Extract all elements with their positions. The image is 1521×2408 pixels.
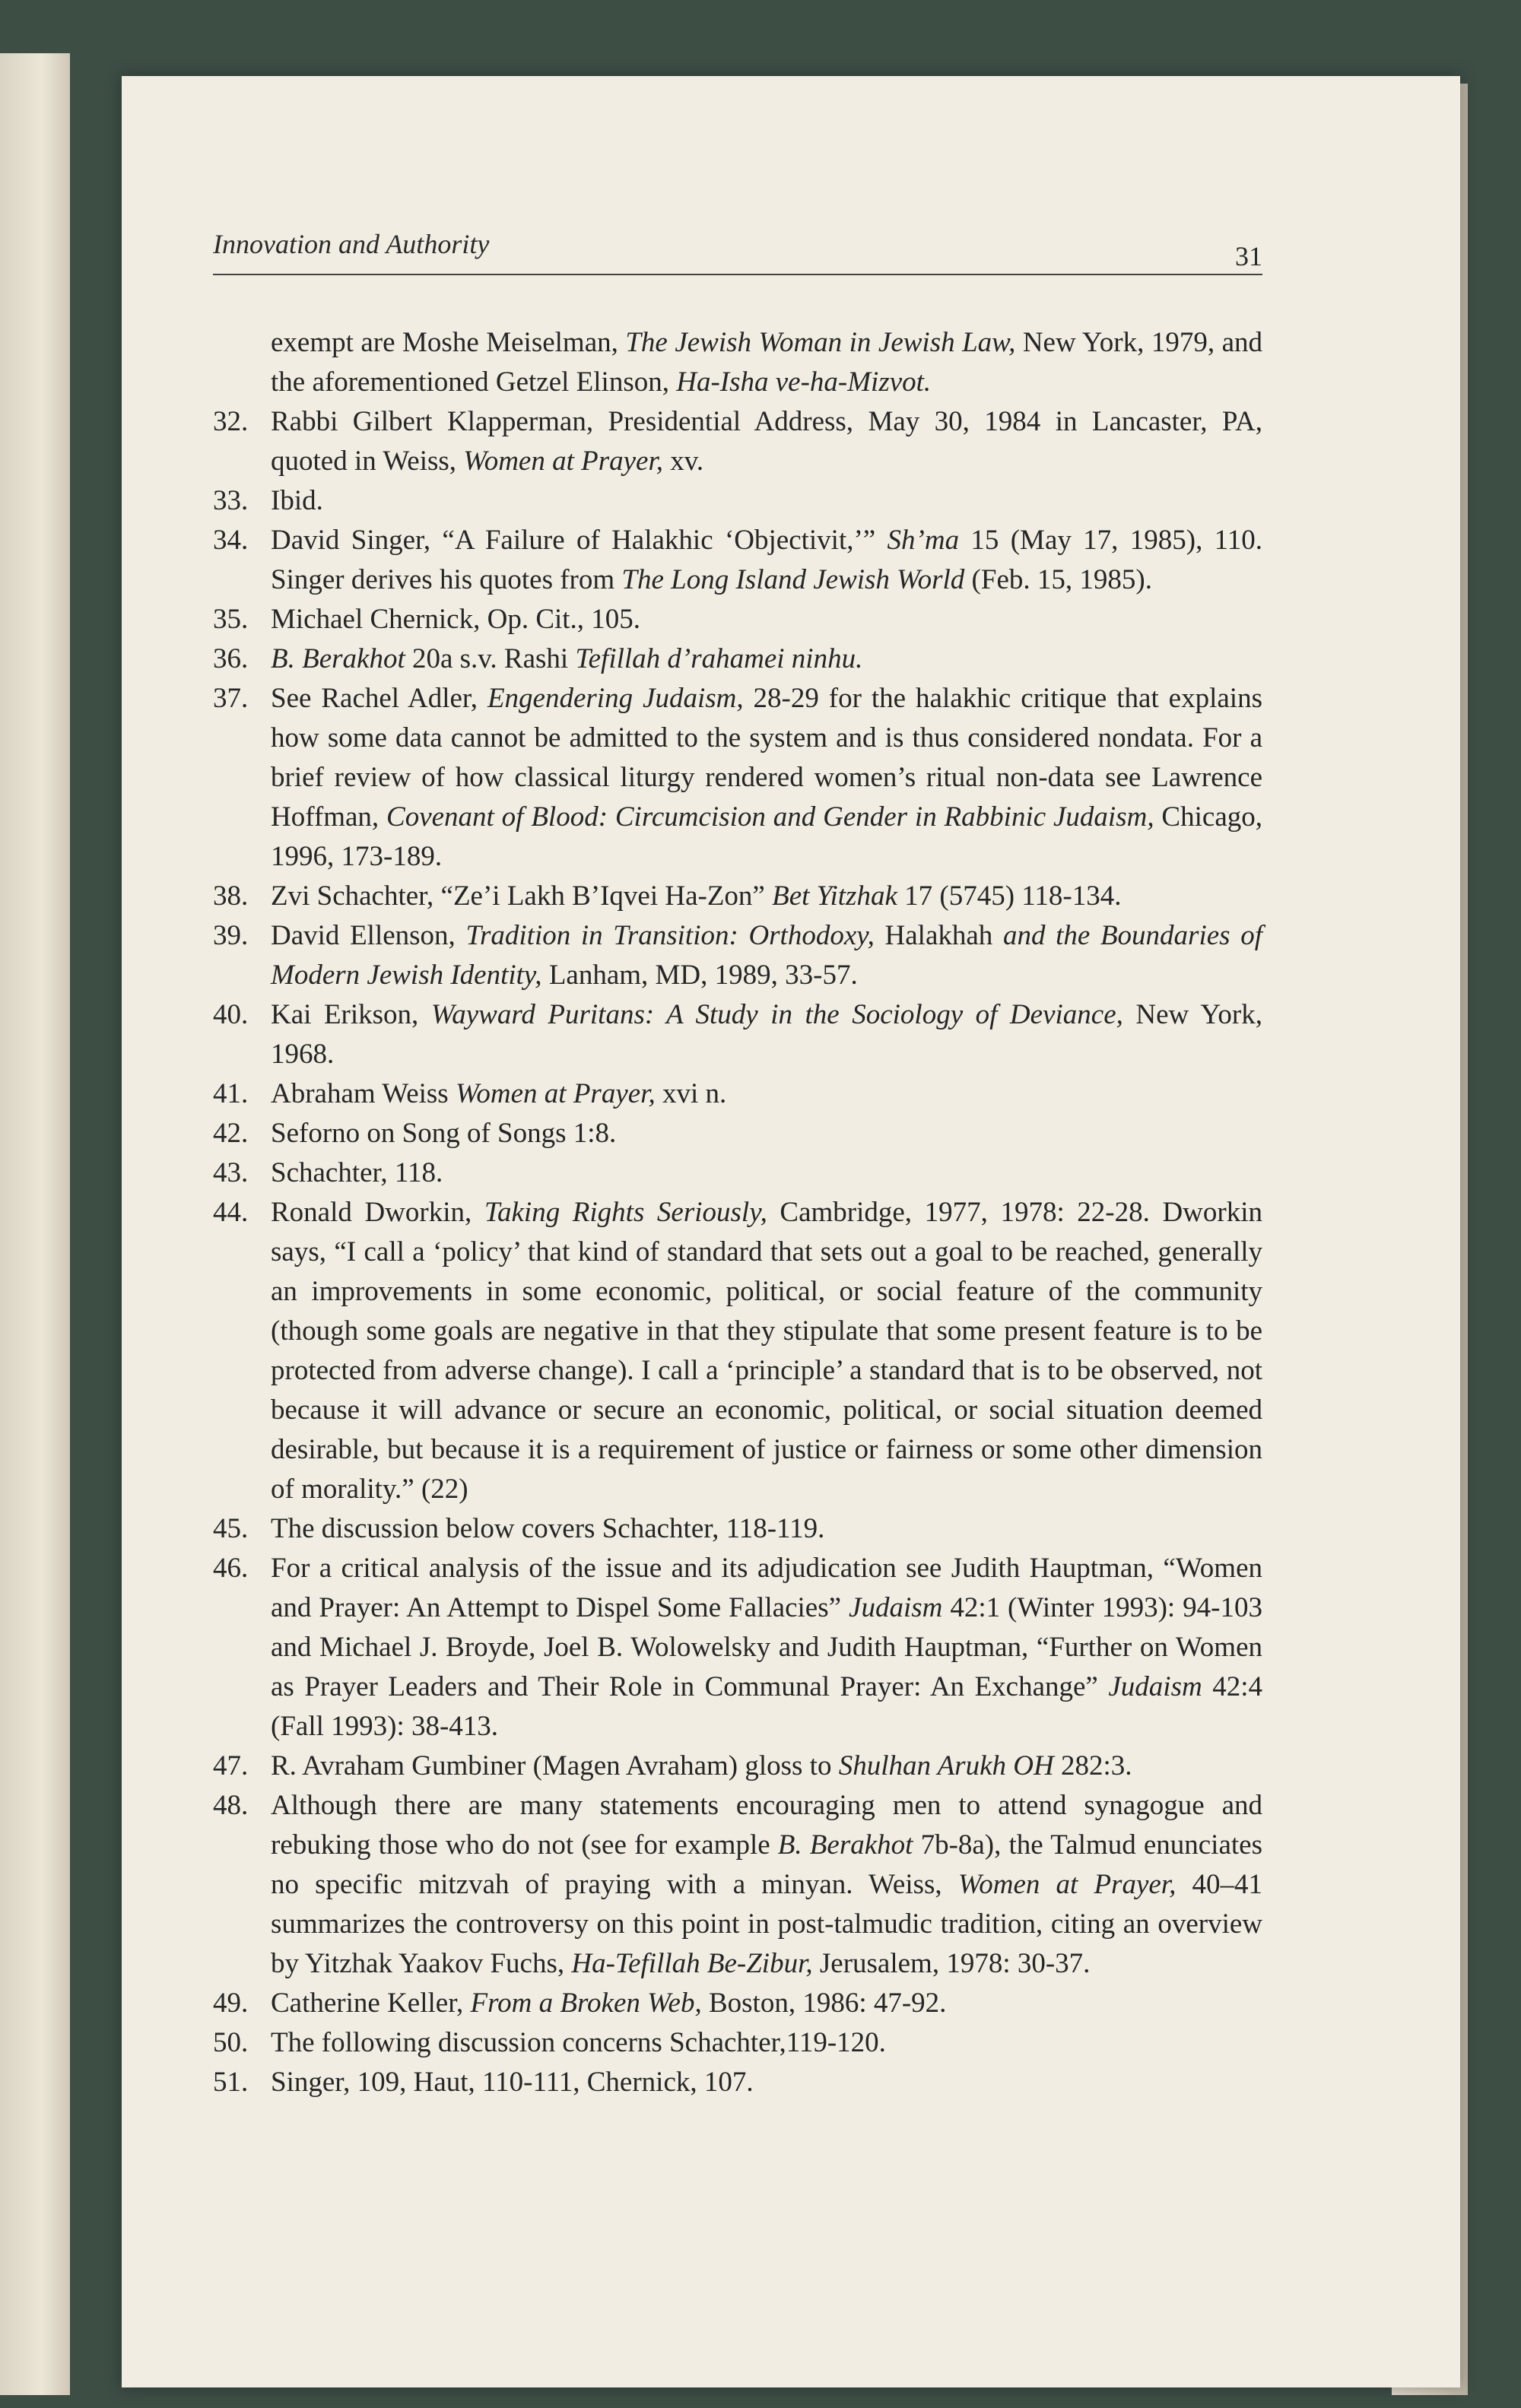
italic-title: Sh’ma [887,525,960,556]
endnote-body [271,1786,1262,1984]
endnote-number: 39. [213,920,249,951]
endnote-number: 49. [213,1988,249,2019]
endnote-number: 42. [213,1118,249,1149]
italic-title: Covenant of Blood: Circumcision and Gender in Rabbinic Judaism, [386,801,1154,833]
note-text: 42:1 (Winter 1993): 94-103 and Michael J. Broyde, Joel B. Wolowelsky and Judith Hauptman, “Further on Women as Prayer Leaders and Their Role in Communal Prayer: An Exchange” [271,1592,1262,1702]
endnote [213,877,1262,916]
endnote-number: 51. [213,2067,249,2098]
note-text: 282:3. [1053,1750,1132,1781]
endnote [213,995,1262,1074]
endnotes [213,323,1262,2102]
endnote-body [271,402,1262,481]
italic-title: Women at Prayer, [957,1869,1176,1900]
note-text: 40–41 summarizes the controversy on this point in post-talmudic tradition, citing an overview by Yitzhak Yaakov Fuchs, [271,1869,1262,1979]
italic-title: Ha-Tefillah Be-Zibur, [571,1948,813,1979]
note-text: Cambridge, 1977, 1978: 22-28. Dworkin says, “I call a ‘policy’ that kind of standard that sets out a goal to be reached, generally an improvements in some economic, political, or social feature of the community (though some goals are negative in that they stipulate that some present feature is to be protected from adverse change). I call a ‘principle’ a standard that is to be observed, not because it will advance or secure an economic, political, or social situation deemed desirable, but because it is a requirement of justice or fairness or some other dimension of morality.” (22) [271,1197,1262,1505]
note-text: 28-29 for the halakhic critique that explains how some data cannot be admitted to the system and is thus considered nondata. For a brief review of how classical liturgy rendered women’s ritual non-data see Lawrence Hoffman, [271,683,1262,833]
note-text: Catherine Keller, [271,1988,471,2019]
note-text: Abraham Weiss [271,1078,456,1109]
note-text: The discussion below covers Schachter, 118-119. [271,1513,825,1544]
endnote [213,1984,1262,2023]
endnote-number: 34. [213,525,249,556]
note-text: Kai Erikson, [271,999,431,1030]
note-text: 20a s.v. Rashi [405,643,576,674]
note-text: Seforno on Song of Songs 1:8. [271,1118,617,1149]
note-text: R. Avraham Gumbiner (Magen Avraham) gloss to [271,1750,839,1781]
endnote-number: 45. [213,1513,249,1544]
note-text: 42:4 (Fall 1993): 38-413. [271,1671,1262,1742]
italic-title: The Jewish Woman in Jewish Law, [625,327,1016,358]
endnote-body [271,1074,1262,1114]
note-text: For a critical analysis of the issue and its adjudication see Judith Hauptman, “Women and Prayer: An Attempt to Dispel Some Fallacies” [271,1553,1262,1623]
endnote [213,1786,1262,1984]
endnote-number: 32. [213,406,249,437]
italic-title: Ha-Isha ve-ha-Mizvot. [676,366,932,398]
italic-title: B. Berakhot [777,1829,913,1861]
endnote-body [271,481,1262,521]
endnote-body [271,2023,1262,2063]
note-text: Jerusalem, 1978: 30-37. [812,1948,1091,1979]
endnote-body [271,877,1262,916]
note-text: Lanham, MD, 1989, 33-57. [541,960,858,991]
endnote [213,916,1262,995]
endnote-number: 36. [213,643,249,674]
endnote-body [271,916,1262,995]
endnote [213,1509,1262,1549]
note-text: New York, 1968. [271,999,1262,1070]
endnote-body [271,1747,1262,1786]
italic-title: Shulhan Arukh OH [838,1750,1054,1781]
endnote-number: 50. [213,2027,249,2058]
italic-title: Women at Prayer, [463,446,664,477]
italic-title: Tefillah d’rahamei ninhu. [575,643,863,674]
endnote-number: 44. [213,1197,249,1228]
note-text: Chicago, 1996, 173-189. [271,801,1262,872]
endnote [213,639,1262,679]
note-text: See Rachel Adler, [271,683,487,714]
italic-title: and the Boundaries of Modern Jewish Identity, [271,920,1262,991]
endnote-number: 46. [213,1553,249,1584]
endnote-number: 48. [213,1790,249,1821]
italic-title: Tradition in Transition: Orthodoxy, [465,920,875,951]
note-text: Halakhah [874,920,1003,951]
endnote [213,521,1262,600]
italic-title: Judaism [849,1592,943,1623]
endnote-body [271,679,1262,877]
running-head-title: Innovation and Authority [213,229,490,259]
italic-title: Women at Prayer, [455,1078,656,1109]
endnote-body [271,1114,1262,1153]
note-text: David Ellenson, [271,920,466,951]
note-text: xv. [663,446,704,477]
note-text: New York, 1979, and the aforementioned Getzel Elinson, [271,327,1263,398]
endnote-number: 41. [213,1078,249,1109]
endnote-body [271,600,1262,639]
endnote-body [271,1509,1262,1549]
endnote [213,1747,1262,1786]
note-text: xvi n. [655,1078,727,1109]
adjacent-page-edge [0,53,70,2395]
note-text: Zvi Schachter, “Ze’i Lakh B’Iqvei Ha-Zon” [271,880,773,912]
endnote-number: 33. [213,485,249,516]
endnote [213,402,1262,481]
endnote-body [271,1549,1262,1747]
endnote [213,481,1262,521]
endnote [213,2023,1262,2063]
note-text: 7b-8a), the Talmud enunciates no specific mitzvah of praying with a minyan. Weiss, [271,1829,1262,1900]
note-text: Ronald Dworkin, [271,1197,484,1228]
italic-title: Wayward Puritans: A Study in the Sociology of Deviance, [430,999,1123,1030]
note-text: The following discussion concerns Schachter,119-120. [271,2027,886,2058]
italic-title: Engendering Judaism, [487,683,744,714]
running-head [213,228,1262,275]
note-text: Singer, 109, Haut, 110-111, Chernick, 107. [271,2067,754,2098]
note-text: 15 (May 17, 1985), 110. Singer derives his quotes from [271,525,1263,595]
italic-title: Bet Yitzhak [772,880,897,912]
endnote-body [271,1153,1262,1193]
endnote-body [271,2063,1262,2102]
note-text: David Singer, “A Failure of Halakhic ‘Objectivit,’” [271,525,888,556]
endnote [213,1074,1262,1114]
endnote [213,1549,1262,1747]
endnote-number: 40. [213,999,249,1030]
endnote-number: 47. [213,1750,249,1781]
italic-title: Taking Rights Seriously, [484,1197,767,1228]
italic-title: The Long Island Jewish World [621,564,965,595]
endnote-number: 35. [213,604,249,635]
endnote-body [271,1193,1262,1509]
note-text: 17 (5745) 118-134. [897,880,1122,912]
note-text: Michael Chernick, Op. Cit., 105. [271,604,641,635]
endnote-body [271,521,1262,600]
endnote-number: 37. [213,683,249,714]
note-text: exempt are Moshe Meiselman, [271,327,626,358]
page-number: 31 [1235,241,1262,271]
endnote [213,2063,1262,2102]
endnote [213,1114,1262,1153]
italic-title: Judaism [1108,1671,1202,1702]
note-text: Rabbi Gilbert Klapperman, Presidential Address, May 30, 1984 in Lancaster, PA, quoted in Weiss, [271,406,1262,477]
italic-title: From a Broken Web, [470,1988,702,2019]
note-text: (Feb. 15, 1985). [964,564,1152,595]
endnote [213,600,1262,639]
note-text: Schachter, 118. [271,1157,443,1188]
endnote-body [271,639,1262,679]
endnote-number: 43. [213,1157,249,1188]
note-continuation [213,323,1262,402]
note-text: Although there are many statements encouraging men to attend synagogue and rebuking those who do not (see for example [271,1790,1262,1861]
endnote-number: 38. [213,880,249,912]
endnote [213,1193,1262,1509]
endnote [213,679,1262,877]
endnote-body [271,1984,1262,2023]
endnote [213,1153,1262,1193]
endnote-body [271,995,1262,1074]
italic-title: B. Berakhot [271,643,405,674]
note-text: Boston, 1986: 47-92. [701,1988,947,2019]
note-text: Ibid. [271,485,323,516]
